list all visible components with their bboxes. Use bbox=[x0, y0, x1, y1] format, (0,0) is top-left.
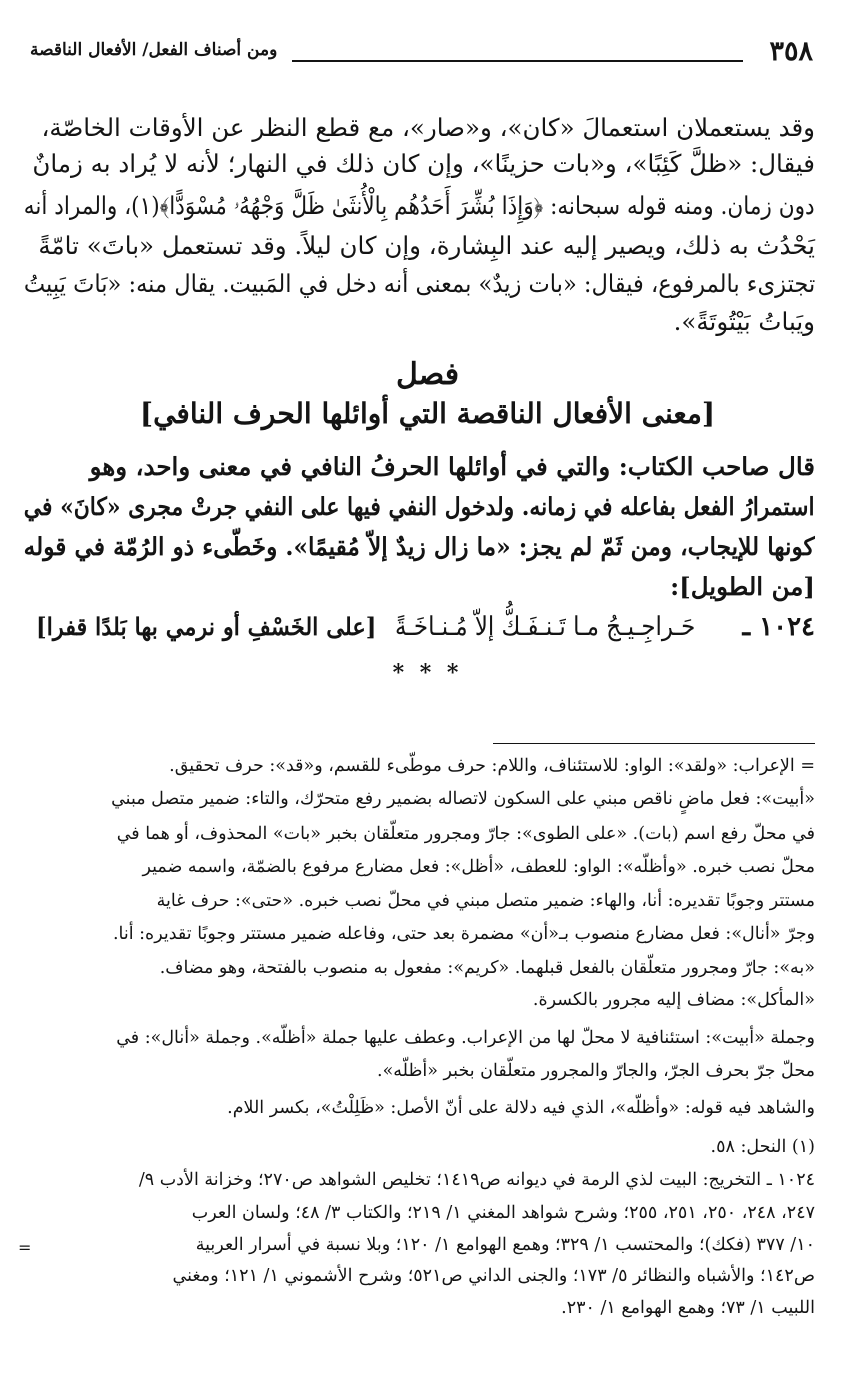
page-number: ٣٥٨ bbox=[769, 36, 813, 67]
section-separator: * * * bbox=[392, 660, 463, 686]
section-line: استمرارُ الفعل بفاعله في زمانه. ولدخول النفي فيها على النفي جرتْ مجرى «كانَ» في bbox=[24, 492, 815, 521]
section-line: كونها للإيجاب، ومن ثَمّ لم يجز: «ما زال زيدٌ إلاّ مُقيمًا». وخَطّىء ذو الرُمّة في قوله bbox=[24, 532, 815, 561]
body-line: دون زمان. ومنه قوله سبحانه: ﴿وَإِذَا بُشِّرَ أَحَدُهُم بِالْأُنثَىٰ ظَلَّ وَجْهُهُۥ مُسْوَدًّا﴾(١)، والمراد أنه bbox=[24, 191, 815, 220]
body-line: ويَباتُ بَيْتُوتَةً». bbox=[673, 307, 815, 336]
header-rule bbox=[292, 60, 743, 62]
takhrij-line: ٢٤٧، ٢٤٨، ٢٥٠، ٢٥١، ٢٥٥؛ وشرح شواهد المغني ١/ ٢١٩؛ والكتاب ٣/ ٤٨؛ ولسان العرب bbox=[191, 1203, 815, 1223]
body-line: تجتزىء بالمرفوع، فيقال: «بات زيدٌ» بمعنى أنه دخل في المَبيت. يقال منه: «بَاتَ يَبِيتُ bbox=[23, 269, 815, 298]
footnote-line: «أبيت»: فعل ماضٍ ناقص مبني على السكون لاتصاله بضمير رفع متحرّك، والتاء: ضمير متصل مبني bbox=[111, 789, 815, 809]
body-line: يَحْدُث به ذلك، ويصير إليه عند البِشارة، وإن كان ليلاً. وقد تستعمل «باتَ» تامّةً bbox=[38, 231, 815, 260]
footnote-line: وجرّ «أنال»: فعل مضارع منصوب بـ«أن» مضمرة بعد حتى، وفاعله ضمير مستتر وجوبًا تقديره: أنا. bbox=[112, 924, 815, 944]
footnote-line: محلّ نصب خبره. «وأظلّه»: الواو: للعطف، «أظل»: فعل مضارع مرفوع بالضمّة، واسمه ضمير bbox=[142, 857, 815, 877]
footnote-line: في محلّ رفع اسم (بات). «على الطوى»: جارّ ومجرور متعلّقان بخبر «بات» المحذوف، أو هما في bbox=[116, 824, 815, 844]
body-line: وقد يستعملان استعمالَ «كان»، و«صار»، مع قطع النظر عن الأوقات الخاصّة، bbox=[41, 113, 815, 142]
takhrij-line: ١٠/ ٣٧٧ (فكك)؛ والمحتسب ١/ ٣٢٩؛ وهمع الهوامع ١/ ١٢٠؛ وبلا نسبة في أسرار العربية bbox=[195, 1235, 815, 1255]
footnote-line: مستتر وجوبًا تقديره: أنا، والهاء: ضمير متصل مبني في محلّ نصب خبره. «حتى»: حرف غاية bbox=[156, 891, 815, 911]
footnote-line: «به»: جارّ ومجرور متعلّقان بالفعل قبلهما. «كريم»: مفعول به منصوب بالفتحة، وهو مضاف. bbox=[159, 958, 815, 978]
footnote-line: = الإعراب: «ولقد»: الواو: للاستئناف، واللام: حرف موطّىء للقسم، و«قد»: حرف تحقيق. bbox=[169, 756, 815, 776]
footnote-line: وجملة «أبيت»: استئنافية لا محلّ لها من الإعراب. وعطف عليها جملة «أظلّه». وجملة «أنال»: في bbox=[116, 1028, 815, 1048]
footnote-shahid: والشاهد فيه قوله: «وأظلّه»، الذي فيه دلالة على أنّ الأصل: «ظَلِلْتُ»، بكسر اللام. bbox=[227, 1098, 815, 1118]
takhrij-line: ١٠٢٤ ـ التخريج: البيت لذي الرمة في ديوانه ص١٤١٩؛ تخليص الشواهد ص٢٧٠؛ وخزانة الأدب ٩/ bbox=[138, 1170, 815, 1190]
running-header-title: ومن أصناف الفعل/ الأفعال الناقصة bbox=[30, 40, 278, 60]
body-line: فيقال: «ظلَّ كَئِبًا»، و«بات حزينًا»، وإن كان ذلك في النهار؛ لأنه لا يُراد به زمانٌ bbox=[32, 149, 815, 178]
footnote-1: (١) النحل: ٥٨. bbox=[710, 1137, 815, 1157]
takhrij-line: اللبيب ١/ ٧٣؛ وهمع الهوامع ١/ ٢٣٠. bbox=[561, 1298, 815, 1318]
continuation-mark: = bbox=[18, 1238, 32, 1257]
section-heading: فصل bbox=[395, 357, 460, 392]
section-subtitle: [معنى الأفعال الناقصة التي أوائلها الحرف النافي] bbox=[139, 397, 716, 430]
takhrij-line: ص١٤٢؛ والأشباه والنظائر ٥/ ١٧٣؛ والجنى الداني ص٥٢١؛ وشرح الأشموني ١/ ١٢١؛ ومغني bbox=[172, 1266, 815, 1286]
footnote-rule bbox=[493, 743, 815, 744]
section-line: قال صاحب الكتاب: والتي في أوائلها الحرفُ النافي في معنى واحد، وهو bbox=[89, 452, 815, 481]
footnote-line: «المأكل»: مضاف إليه مجرور بالكسرة. bbox=[532, 990, 815, 1010]
footnote-line: محلّ جرّ بحرف الجرّ، والجارّ والمجرور متعلّقان بخبر «أظلّه». bbox=[377, 1061, 815, 1081]
verse-second-half: [على الخَسْفِ أو نرمي بها بَلدًا قفرا] bbox=[36, 612, 377, 641]
verse-number: ١٠٢٤ ـ bbox=[742, 612, 815, 642]
section-line: [من الطويل]: bbox=[670, 572, 815, 601]
verse-first-half: حَـراجِـيـجُ مـا تَـنـفَـكُّ إلاّ مُـنـاخَـةً bbox=[394, 612, 695, 642]
